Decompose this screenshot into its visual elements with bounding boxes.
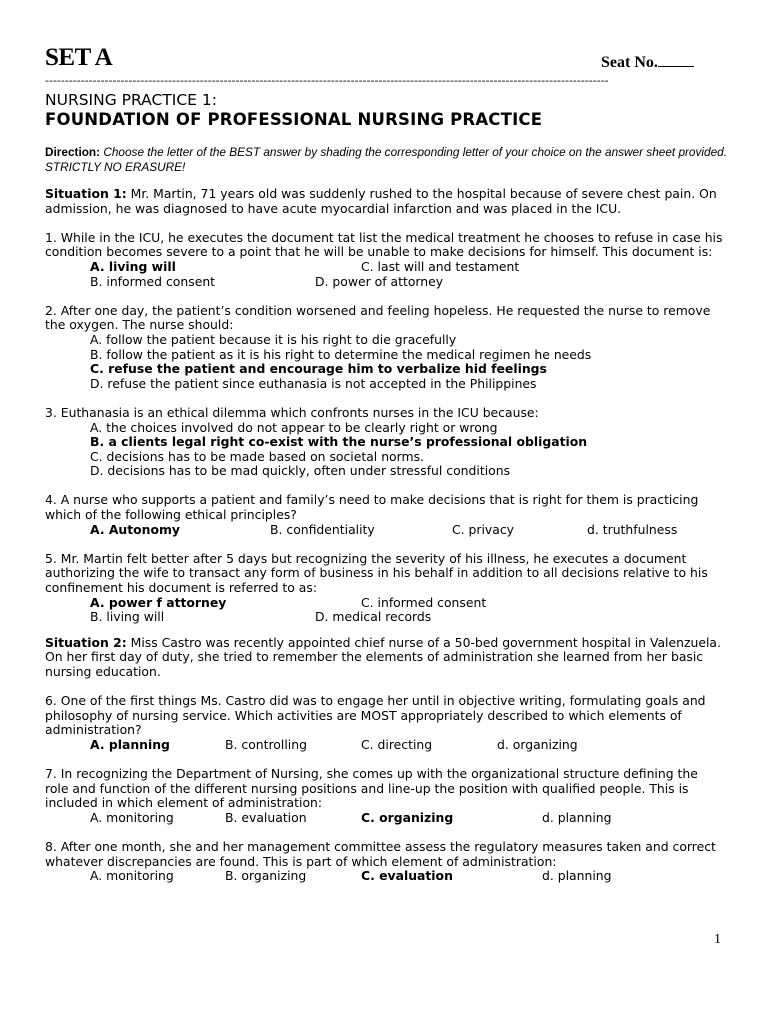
option-b: B. confidentiality <box>270 521 375 537</box>
situation-1 <box>45 187 725 216</box>
question-3 <box>45 406 725 479</box>
question-stem: 3. Euthanasia is an ethical dilemma which confronts nurses in the ICU because: <box>45 404 539 420</box>
option-a: A. the choices involved do not appear to be clearly right or wrong <box>90 419 498 435</box>
option-c: C. refuse the patient and encourage him to verbalize hid feelings <box>90 361 547 377</box>
question-1 <box>45 231 725 289</box>
questions-body <box>45 187 725 899</box>
question-stem: 1. While in the ICU, he executes the document tat list the medical treatment he chooses to refuse in case his condition becomes severe to a point that he will be unable to make decisions for himself. This document is: <box>45 229 723 260</box>
question-5 <box>45 552 725 625</box>
question-7 <box>45 767 725 825</box>
option-c: C. organizing <box>361 809 454 825</box>
situation-text: Mr. Martin, 71 years old was suddenly rushed to the hospital because of severe chest pain. On admission, he was diagnosed to have acute myocardial infarction and was placed in the ICU. <box>45 186 717 216</box>
option-c: C. directing <box>361 736 433 752</box>
option-c: C. last will and testament <box>361 258 520 274</box>
direction-text <box>45 145 735 175</box>
question-6 <box>45 694 725 752</box>
option-d: D. power of attorney <box>315 273 444 289</box>
option-d: d. truthfulness <box>587 521 678 537</box>
option-a: A. monitoring <box>90 868 174 884</box>
option-b: B. controlling <box>225 736 307 752</box>
seat-blank-line <box>658 54 694 67</box>
option-a: A. monitoring <box>90 809 174 825</box>
option-c: C. decisions has to be made based on societal norms. <box>90 448 424 464</box>
option-b: B. living will <box>90 609 165 625</box>
exam-title: FOUNDATION OF PROFESSIONAL NURSING PRACTICE <box>45 110 543 129</box>
direction-label: Direction: <box>45 145 101 159</box>
option-b: B. organizing <box>225 868 307 884</box>
seat-label: Seat No. <box>601 54 658 71</box>
page-number: 1 <box>714 932 721 947</box>
option-a: A. power f attorney <box>90 594 227 610</box>
situation-label: Situation 1: <box>45 186 127 201</box>
direction-body: Choose the letter of the BEST answer by shading the corresponding letter of your choice on the answer sheet provided. STRICTLY NO ERASURE! <box>45 145 727 174</box>
option-d: D. refuse the patient since euthanasia is not accepted in the Philippines <box>90 375 537 391</box>
question-8 <box>45 840 725 884</box>
question-2 <box>45 304 725 392</box>
question-stem: 6. One of the first things Ms. Castro did was to engage her until in objective writing, formulating goals and philosophy of nursing service. Which activities are MOST appropriately described to which elements of administration? <box>45 693 706 738</box>
seat-number <box>601 54 694 72</box>
question-stem: 5. Mr. Martin felt better after 5 days but recognizing the severity of his illness, he executes a document authorizing the wife to transact any form of business in his behalf in addition to all decisions relative to his confinement his document is referred to as: <box>45 550 708 596</box>
option-b: B. evaluation <box>225 809 307 825</box>
situation-label: Situation 2: <box>45 634 127 650</box>
question-stem: 8. After one month, she and her management committee assess the regulatory measures taken and correct whatever discrepancies are found. This is part of which element of administration: <box>45 839 716 869</box>
separator-dashes: ---------------------------------------------------------------------------------------------------------------------------------------------- <box>45 74 609 87</box>
option-b: B. follow the patient as it is his right to determine the medical regimen he needs <box>90 346 592 362</box>
question-stem: 2. After one day, the patient’s condition worsened and feeling hopeless. He requested the nurse to remove the oxygen. The nurse should: <box>45 302 711 333</box>
option-a: A. Autonomy <box>90 521 181 537</box>
situation-text: Miss Castro was recently appointed chief nurse of a 50-bed government hospital in Valenzuela. On her first day of duty, she tried to remember the elements of administration she learned from her basic nursing education. <box>45 634 721 679</box>
option-d: D. medical records <box>315 609 432 625</box>
question-stem: 4. A nurse who supports a patient and family’s need to make decisions that is right for them is practicing which of the following ethical principles? <box>45 492 699 523</box>
option-c: C. informed consent <box>361 594 487 610</box>
option-d: d. organizing <box>497 736 578 752</box>
question-4 <box>45 493 725 537</box>
option-a: A. living will <box>90 258 176 274</box>
option-d: d. planning <box>542 868 612 884</box>
option-d: D. decisions has to be mad quickly, often under stressful conditions <box>90 463 511 479</box>
option-b: B. informed consent <box>90 273 216 289</box>
option-d: d. planning <box>542 809 612 825</box>
option-a: A. follow the patient because it is his right to die gracefully <box>90 331 457 347</box>
option-b: B. a clients legal right co-exist with the nurse’s professional obligation <box>90 434 588 450</box>
option-c: C. privacy <box>452 521 515 537</box>
question-stem: 7. In recognizing the Department of Nursing, she comes up with the organizational structure defining the role and function of the different nursing positions and line-up the position with qualified people. This is included in which element of administration: <box>45 766 698 811</box>
option-c: C. evaluation <box>361 868 453 884</box>
set-title: SET A <box>45 44 113 71</box>
situation-2 <box>45 636 725 680</box>
exam-subject: NURSING PRACTICE 1: <box>45 91 217 109</box>
option-a: A. planning <box>90 736 170 752</box>
